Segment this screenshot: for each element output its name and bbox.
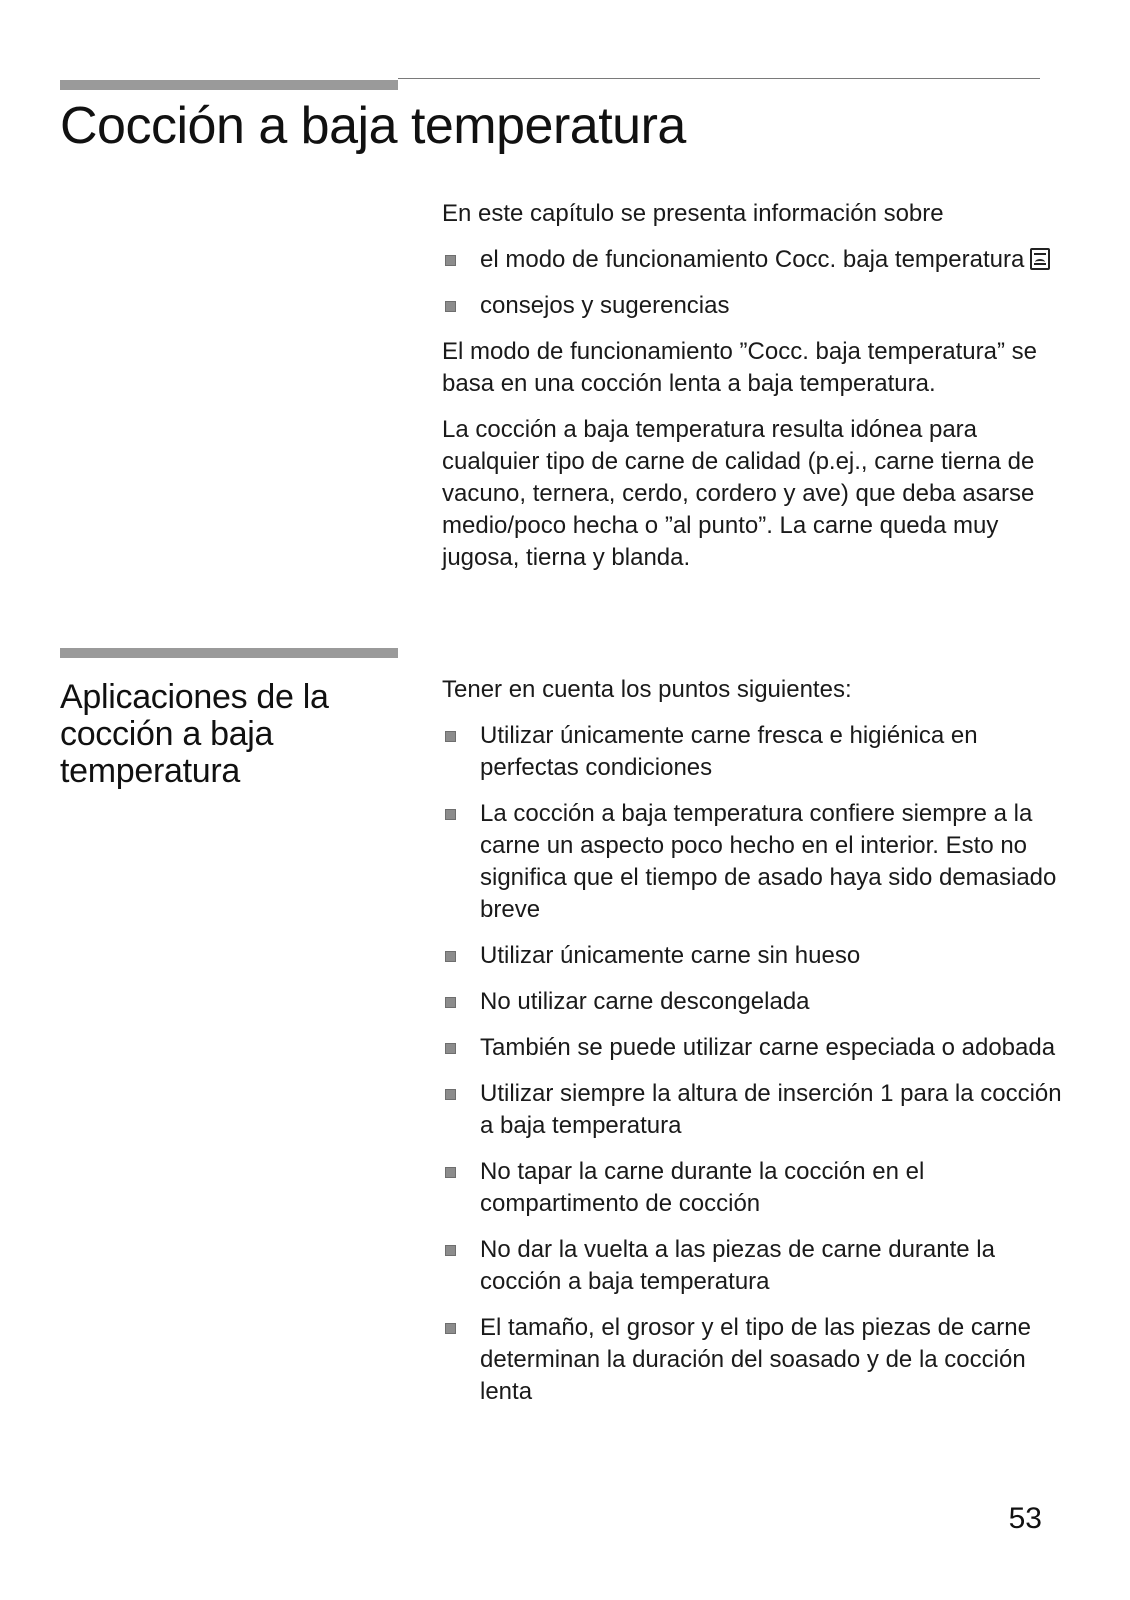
title-rule-thin: [398, 78, 1040, 79]
list-item: consejos y sugerencias: [442, 290, 1072, 322]
list-item: el modo de funcionamiento Cocc. baja temperatura: [442, 244, 1072, 276]
bullet-square-icon: [445, 1245, 456, 1256]
list-item: La cocción a baja temperatura confiere siempre a la carne un aspecto poco hecho en el interior. Esto no significa que el tiempo de asado haya sido demasiado breve: [442, 798, 1072, 926]
list-item: No dar la vuelta a las piezas de carne durante la cocción a baja temperatura: [442, 1234, 1072, 1298]
section-lead: Tener en cuenta los puntos siguientes:: [442, 676, 852, 703]
intro-paragraph-2: La cocción a baja temperatura resulta idónea para cualquier tipo de carne de calidad (p.ej., carne tierna de vacuno, ternera, cerdo, cordero y ave) que deba asarse medio/poco hecha o ”al punto”. La carne queda muy jugosa, tierna y blanda.: [442, 416, 1035, 571]
bullet-square-icon: [445, 809, 456, 820]
section-rule: [60, 648, 398, 658]
intro-lead: En este capítulo se presenta información sobre: [442, 200, 944, 227]
page-title: Cocción a baja temperatura: [60, 97, 686, 155]
list-item: Utilizar siempre la altura de inserción 1 para la cocción a baja temperatura: [442, 1078, 1072, 1142]
list-item: No utilizar carne descongelada: [442, 986, 1072, 1018]
list-item: También se puede utilizar carne especiada o adobada: [442, 1032, 1072, 1064]
bullet-square-icon: [445, 301, 456, 312]
bullet-square-icon: [445, 255, 456, 266]
bullet-square-icon: [445, 997, 456, 1008]
list-item: No tapar la carne durante la cocción en el compartimento de cocción: [442, 1156, 1072, 1220]
list-item: Utilizar únicamente carne fresca e higiénica en perfectas condiciones: [442, 720, 1072, 784]
list-item: El tamaño, el grosor y el tipo de las piezas de carne determinan la duración del soasado y de la cocción lenta: [442, 1312, 1072, 1408]
intro-paragraph-1: El modo de funcionamiento ”Cocc. baja temperatura” se basa en una cocción lenta a baja temperatura.: [442, 338, 1037, 397]
bullet-square-icon: [445, 1167, 456, 1178]
title-rule-thick: [60, 80, 398, 90]
bullet-square-icon: [445, 1323, 456, 1334]
bullet-square-icon: [445, 731, 456, 742]
section-column: [442, 674, 1072, 1422]
intro-column: [442, 198, 1072, 588]
section-list: [442, 720, 1072, 1408]
intro-list: [442, 244, 1072, 322]
bullet-square-icon: [445, 1089, 456, 1100]
page-number: 53: [1008, 1502, 1042, 1535]
bullet-square-icon: [445, 951, 456, 962]
bullet-square-icon: [445, 1043, 456, 1054]
list-item: Utilizar únicamente carne sin hueso: [442, 940, 1072, 972]
section-heading: Aplicaciones de la cocción a baja temperatura: [60, 678, 329, 790]
low-temperature-oven-icon: [1030, 248, 1050, 270]
